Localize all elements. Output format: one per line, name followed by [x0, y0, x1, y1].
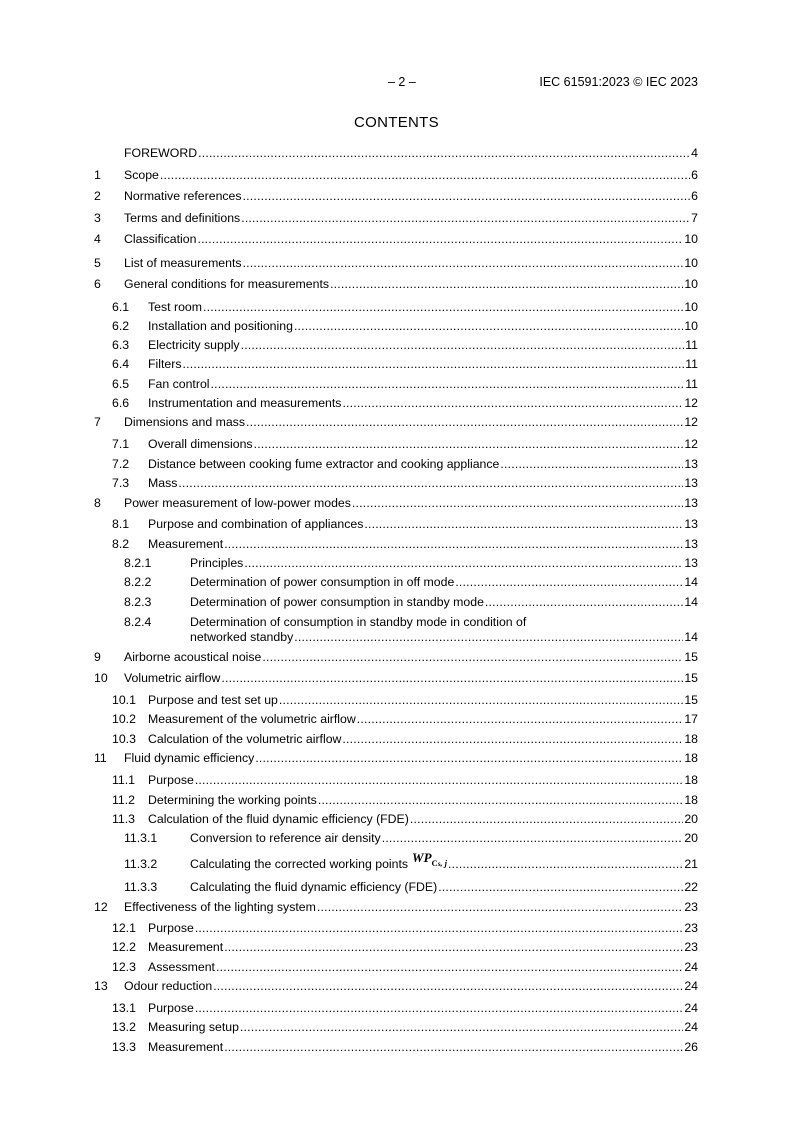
toc-entry-number: 8.2.2	[124, 575, 152, 589]
toc-page-number: 15	[684, 650, 698, 664]
toc-entry[interactable]	[94, 812, 698, 826]
toc-leader-dots	[317, 900, 683, 914]
toc-leader-dots	[279, 693, 683, 707]
toc-line	[94, 575, 698, 589]
toc-leader-dots	[244, 556, 683, 570]
toc-page-number: 23	[684, 900, 698, 914]
toc-line	[94, 693, 698, 707]
toc-entry-number: 7.2	[112, 457, 130, 471]
toc-leader-dots	[410, 812, 683, 826]
toc-entry-title: Volumetric airflow	[124, 671, 221, 685]
toc-line	[94, 1001, 698, 1015]
toc-leader-dots	[160, 168, 690, 182]
toc-page-number: 24	[684, 979, 698, 993]
toc-line	[94, 556, 698, 570]
toc-entry[interactable]	[94, 277, 698, 291]
toc-page-number: 24	[684, 1001, 698, 1015]
toc-entry[interactable]	[94, 415, 698, 429]
toc-entry-title: Measuring setup	[148, 1020, 239, 1034]
toc-leader-dots	[448, 857, 683, 871]
toc-line	[94, 377, 698, 391]
toc-page-number: 10	[684, 319, 698, 333]
toc-line	[94, 880, 698, 894]
toc-page-number: 26	[684, 1040, 698, 1054]
toc-line	[94, 517, 698, 531]
toc-entry-title: Conversion to reference air density	[190, 831, 381, 845]
toc-entry-title: Fluid dynamic efficiency	[124, 751, 255, 765]
toc-entry[interactable]	[94, 396, 698, 410]
toc-page-number: 23	[684, 921, 698, 935]
toc-entry[interactable]	[94, 773, 698, 787]
toc-line	[94, 168, 698, 182]
toc-leader-dots	[182, 357, 684, 371]
toc-page-number: 13	[684, 517, 698, 531]
toc-page-number: 10	[684, 232, 698, 246]
toc-line	[94, 812, 698, 826]
toc-entry-number: 12.1	[112, 921, 136, 935]
toc-page-number: 11	[685, 338, 698, 352]
toc-line	[94, 921, 698, 935]
toc-entry-title: Measurement	[148, 537, 224, 551]
toc-entry[interactable]	[94, 1001, 698, 1015]
toc-line	[94, 615, 698, 629]
toc-line	[94, 338, 698, 352]
toc-leader-dots	[224, 940, 683, 954]
page-number: – 2 –	[388, 75, 416, 89]
toc-leader-dots	[455, 575, 683, 589]
toc-entry[interactable]	[94, 880, 698, 894]
toc-line	[94, 457, 698, 471]
toc-entry-number: 12.3	[112, 960, 136, 974]
toc-entry[interactable]	[94, 751, 698, 765]
toc-entry-title: Scope	[124, 168, 159, 182]
toc-page-number: 24	[684, 960, 698, 974]
toc-entry-title: Determination of consumption in standby mode in condition of	[190, 615, 527, 629]
toc-page-number: 14	[684, 575, 698, 589]
toc-page-number: 12	[684, 396, 698, 410]
toc-leader-dots	[255, 751, 683, 765]
toc-entry[interactable]	[94, 232, 698, 246]
toc-entry-title: Purpose	[148, 921, 194, 935]
toc-page-number: 21	[684, 856, 698, 871]
toc-entry[interactable]	[94, 377, 698, 391]
toc-leader-dots	[211, 377, 685, 391]
toc-entry-number: 8	[94, 496, 101, 510]
toc-entry[interactable]	[94, 712, 698, 726]
toc-entry[interactable]	[94, 256, 698, 270]
toc-leader-dots	[318, 793, 683, 807]
toc-entry[interactable]	[94, 537, 698, 551]
toc-page-number: 17	[684, 712, 698, 726]
toc-leader-dots	[241, 211, 690, 225]
toc-leader-dots	[262, 650, 683, 664]
toc-line	[94, 232, 698, 246]
toc-line	[94, 851, 698, 871]
toc-page-number: 11	[685, 357, 698, 371]
toc-entry[interactable]	[94, 211, 698, 225]
toc-line	[94, 437, 698, 451]
toc-entry-title: Instrumentation and measurements	[148, 396, 342, 410]
toc-entry[interactable]	[94, 1020, 698, 1034]
toc-entry-title: FOREWORD	[124, 146, 198, 160]
toc-page-number: 13	[684, 556, 698, 570]
toc-entry[interactable]	[94, 168, 698, 182]
toc-entry-number: 8.1	[112, 517, 130, 531]
toc-line	[94, 831, 698, 845]
toc-line	[94, 277, 698, 291]
toc-entry-number: 7	[94, 415, 101, 429]
toc-page-number: 24	[684, 1020, 698, 1034]
toc-entry-number: 8.2	[112, 537, 130, 551]
toc-line	[94, 630, 698, 644]
toc-page-number: 7	[691, 211, 698, 225]
toc-line	[94, 256, 698, 270]
toc-entry-number: 7.1	[112, 437, 130, 451]
toc-entry-title: Filters	[148, 357, 182, 371]
toc-leader-dots	[178, 476, 683, 490]
toc-entry-title: Classification	[124, 232, 197, 246]
toc-entry-title: Odour reduction	[124, 979, 213, 993]
toc-entry-title: networked standby	[190, 630, 294, 644]
standard-reference: IEC 61591:2023 © IEC 2023	[539, 75, 698, 89]
toc-line	[94, 751, 698, 765]
toc-entry-number: 10	[94, 671, 108, 685]
toc-page-number: 18	[684, 793, 698, 807]
toc-leader-dots	[240, 1020, 683, 1034]
toc-entry-number: 5	[94, 256, 101, 270]
toc-page-number: 6	[691, 168, 698, 182]
toc-line	[94, 712, 698, 726]
toc-entry-number: 13.1	[112, 1001, 136, 1015]
toc-entry-title: Electricity supply	[148, 338, 240, 352]
toc-leader-dots	[364, 517, 683, 531]
toc-leader-dots	[213, 979, 683, 993]
toc-entry-title: Measurement of the volumetric airflow	[148, 712, 356, 726]
toc-entry[interactable]	[94, 650, 698, 664]
toc-entry-title: Effectiveness of the lighting system	[124, 900, 316, 914]
toc-entry-title: Normative references	[124, 189, 242, 203]
toc-leader-dots	[198, 146, 690, 160]
toc-entry-title: Power measurement of low-power modes	[124, 496, 351, 510]
toc-entry-number: 11.1	[112, 773, 136, 787]
toc-line	[94, 1020, 698, 1034]
toc-entry[interactable]	[94, 921, 698, 935]
toc-page-number: 13	[684, 537, 698, 551]
toc-entry-number: 8.2.3	[124, 595, 152, 609]
toc-entry[interactable]	[94, 979, 698, 993]
toc-entry-title: Determining the working points	[148, 793, 317, 807]
toc-page-number: 20	[684, 812, 698, 826]
toc-line	[94, 496, 698, 510]
toc-page-number: 13	[684, 496, 698, 510]
toc-entry[interactable]	[94, 732, 698, 746]
toc-entry-number: 6.2	[112, 319, 130, 333]
toc-leader-dots	[500, 457, 683, 471]
toc-leader-dots	[195, 773, 684, 787]
toc-leader-dots	[195, 1001, 684, 1015]
toc-leader-dots	[352, 496, 683, 510]
toc-leader-dots	[382, 831, 684, 845]
toc-page-number: 18	[684, 773, 698, 787]
toc-entry[interactable]	[94, 851, 698, 871]
toc-leader-dots	[438, 880, 683, 894]
toc-entry-title: Purpose	[148, 773, 194, 787]
toc-leader-dots	[197, 232, 683, 246]
toc-entry-title: Purpose and test set up	[148, 693, 278, 707]
toc-page-number: 23	[684, 940, 698, 954]
toc-leader-dots	[216, 960, 683, 974]
toc-entry[interactable]	[94, 671, 698, 685]
toc-leader-dots	[485, 595, 683, 609]
toc-entry-title: Calculating the corrected working points	[190, 856, 409, 871]
toc-line	[94, 357, 698, 371]
toc-entry[interactable]	[94, 1040, 698, 1054]
toc-leader-dots	[224, 537, 683, 551]
toc-line	[94, 900, 698, 914]
toc-page-number: 6	[691, 189, 698, 203]
toc-line	[94, 773, 698, 787]
toc-leader-dots	[246, 415, 683, 429]
toc-line	[94, 595, 698, 609]
toc-entry-title: Overall dimensions	[148, 437, 253, 451]
toc-leader-dots	[294, 319, 683, 333]
toc-entry-number: 13	[94, 979, 108, 993]
toc-leader-dots	[195, 921, 684, 935]
toc-entry-title: Calculation of the volumetric airflow	[148, 732, 342, 746]
toc-entry-number: 13.2	[112, 1020, 136, 1034]
toc-entry-number: 11.2	[112, 793, 136, 807]
toc-entry-title: Distance between cooking fume extractor and cooking appliance	[148, 457, 500, 471]
toc-line	[94, 537, 698, 551]
toc-entry-title: List of measurements	[124, 256, 242, 270]
toc-entry[interactable]	[94, 357, 698, 371]
toc-entry-number: 11.3.2	[124, 856, 158, 871]
toc-entry[interactable]	[94, 338, 698, 352]
toc-page-number: 15	[684, 693, 698, 707]
toc-leader-dots	[241, 338, 685, 352]
toc-entry[interactable]	[94, 793, 698, 807]
toc-line	[94, 415, 698, 429]
toc-entry-number: 4	[94, 232, 101, 246]
toc-entry[interactable]	[94, 476, 698, 490]
toc-page-number: 13	[684, 476, 698, 490]
toc-entry-title: Terms and definitions	[124, 211, 241, 225]
toc-entry[interactable]	[94, 457, 698, 471]
toc-entry-number: 6.5	[112, 377, 130, 391]
toc-page-number: 12	[684, 415, 698, 429]
toc-entry[interactable]	[94, 831, 698, 845]
toc-line	[94, 940, 698, 954]
toc-entry-number: 6	[94, 277, 101, 291]
toc-entry[interactable]	[94, 146, 698, 160]
toc-entry-number: 3	[94, 211, 101, 225]
toc-page-number: 11	[685, 377, 698, 391]
toc-entry-number: 1	[94, 168, 101, 182]
toc-page-number: 12	[684, 437, 698, 451]
working-point-symbol: $WP_{Cs, j}$	[412, 850, 448, 868]
toc-line	[94, 189, 698, 203]
toc-entry[interactable]	[94, 319, 698, 333]
toc-entry[interactable]	[94, 960, 698, 974]
toc-line	[94, 1040, 698, 1054]
toc-entry-title: Purpose	[148, 1001, 194, 1015]
toc-line	[94, 211, 698, 225]
toc-leader-dots	[294, 630, 683, 644]
toc-entry-number: 11.3.1	[124, 831, 158, 845]
page-title: CONTENTS	[354, 114, 439, 131]
toc-entry-number: 11.3.3	[124, 880, 158, 894]
toc-entry[interactable]	[94, 693, 698, 707]
toc-line	[94, 300, 698, 314]
toc-line	[94, 650, 698, 664]
toc-entry-title: Measurement	[148, 1040, 224, 1054]
toc-page-number: 18	[684, 751, 698, 765]
toc-entry-title: Calculation of the fluid dynamic efficiency (FDE)	[148, 812, 409, 826]
toc-entry[interactable]	[94, 189, 698, 203]
toc-line	[94, 960, 698, 974]
toc-page-number: 14	[684, 630, 698, 644]
toc-line	[94, 979, 698, 993]
toc-entry-number: 10.1	[112, 693, 136, 707]
toc-entry[interactable]	[94, 575, 698, 589]
toc-entry-title: Determination of power consumption in standby mode	[190, 595, 484, 609]
toc-entry-title: Dimensions and mass	[124, 415, 245, 429]
toc-line	[94, 146, 698, 160]
toc-entry[interactable]	[94, 556, 698, 570]
toc-entry[interactable]	[94, 300, 698, 314]
toc-entry[interactable]	[94, 615, 698, 644]
toc-entry[interactable]	[94, 595, 698, 609]
toc-entry-number: 13.3	[112, 1040, 136, 1054]
toc-entry-title: Test room	[148, 300, 202, 314]
toc-line	[94, 476, 698, 490]
toc-page-number: 10	[684, 300, 698, 314]
toc-entry-number: 8.2.1	[124, 556, 152, 570]
toc-entry-number: 6.4	[112, 357, 130, 371]
toc-entry-number: 6.6	[112, 396, 130, 410]
toc-entry-title: Mass	[148, 476, 178, 490]
toc-entry[interactable]	[94, 940, 698, 954]
toc-entry-number: 10.2	[112, 712, 136, 726]
toc-entry-number: 7.3	[112, 476, 130, 490]
toc-entry-title: General conditions for measurements	[124, 277, 330, 291]
toc-line	[94, 793, 698, 807]
toc-leader-dots	[330, 277, 683, 291]
toc-leader-dots	[342, 732, 683, 746]
toc-entry-number: 11	[94, 751, 107, 765]
toc-page-number: 22	[684, 880, 698, 894]
toc-entry-number: 8.2.4	[124, 615, 152, 629]
toc-entry-number: 2	[94, 189, 101, 203]
toc-leader-dots	[243, 256, 684, 270]
toc-page-number: 4	[691, 146, 698, 160]
toc-page-number: 10	[684, 256, 698, 270]
toc-entry[interactable]	[94, 900, 698, 914]
toc-page-number: 13	[684, 457, 698, 471]
toc-entry-title: Airborne acoustical noise	[124, 650, 262, 664]
toc-line	[94, 671, 698, 685]
toc-page-number: 10	[684, 277, 698, 291]
toc-leader-dots	[243, 189, 691, 203]
toc-entry-number: 6.1	[112, 300, 130, 314]
toc-entry-title: Measurement	[148, 940, 224, 954]
toc-entry-title: Fan control	[148, 377, 210, 391]
toc-entry[interactable]	[94, 517, 698, 531]
toc-page-number: 15	[684, 671, 698, 685]
toc-entry-title: Principles	[190, 556, 244, 570]
toc-leader-dots	[224, 1040, 683, 1054]
toc-entry-title: Assessment	[148, 960, 215, 974]
toc-entry-number: 9	[94, 650, 101, 664]
toc-line	[94, 732, 698, 746]
toc-leader-dots	[342, 396, 683, 410]
toc-entry-title: Installation and positioning	[148, 319, 293, 333]
toc-leader-dots	[221, 671, 683, 685]
toc-entry-number: 12	[94, 900, 108, 914]
toc-entry-title: Calculating the fluid dynamic efficiency (FDE)	[190, 880, 438, 894]
toc-entry[interactable]	[94, 437, 698, 451]
toc-entry-number: 6.3	[112, 338, 130, 352]
toc-leader-dots	[203, 300, 683, 314]
toc-leader-dots	[254, 437, 684, 451]
toc-line	[94, 396, 698, 410]
toc-entry-number: 11.3	[112, 812, 136, 826]
toc-entry[interactable]	[94, 496, 698, 510]
toc-entry-number: 10.3	[112, 732, 136, 746]
toc-page-number: 14	[684, 595, 698, 609]
toc-line	[94, 319, 698, 333]
toc-page-number: 18	[684, 732, 698, 746]
toc-entry-title: Purpose and combination of appliances	[148, 517, 364, 531]
toc-entry-number: 12.2	[112, 940, 136, 954]
toc-page-number: 20	[684, 831, 698, 845]
toc-leader-dots	[357, 712, 684, 726]
toc-entry-title: Determination of power consumption in off mode	[190, 575, 455, 589]
